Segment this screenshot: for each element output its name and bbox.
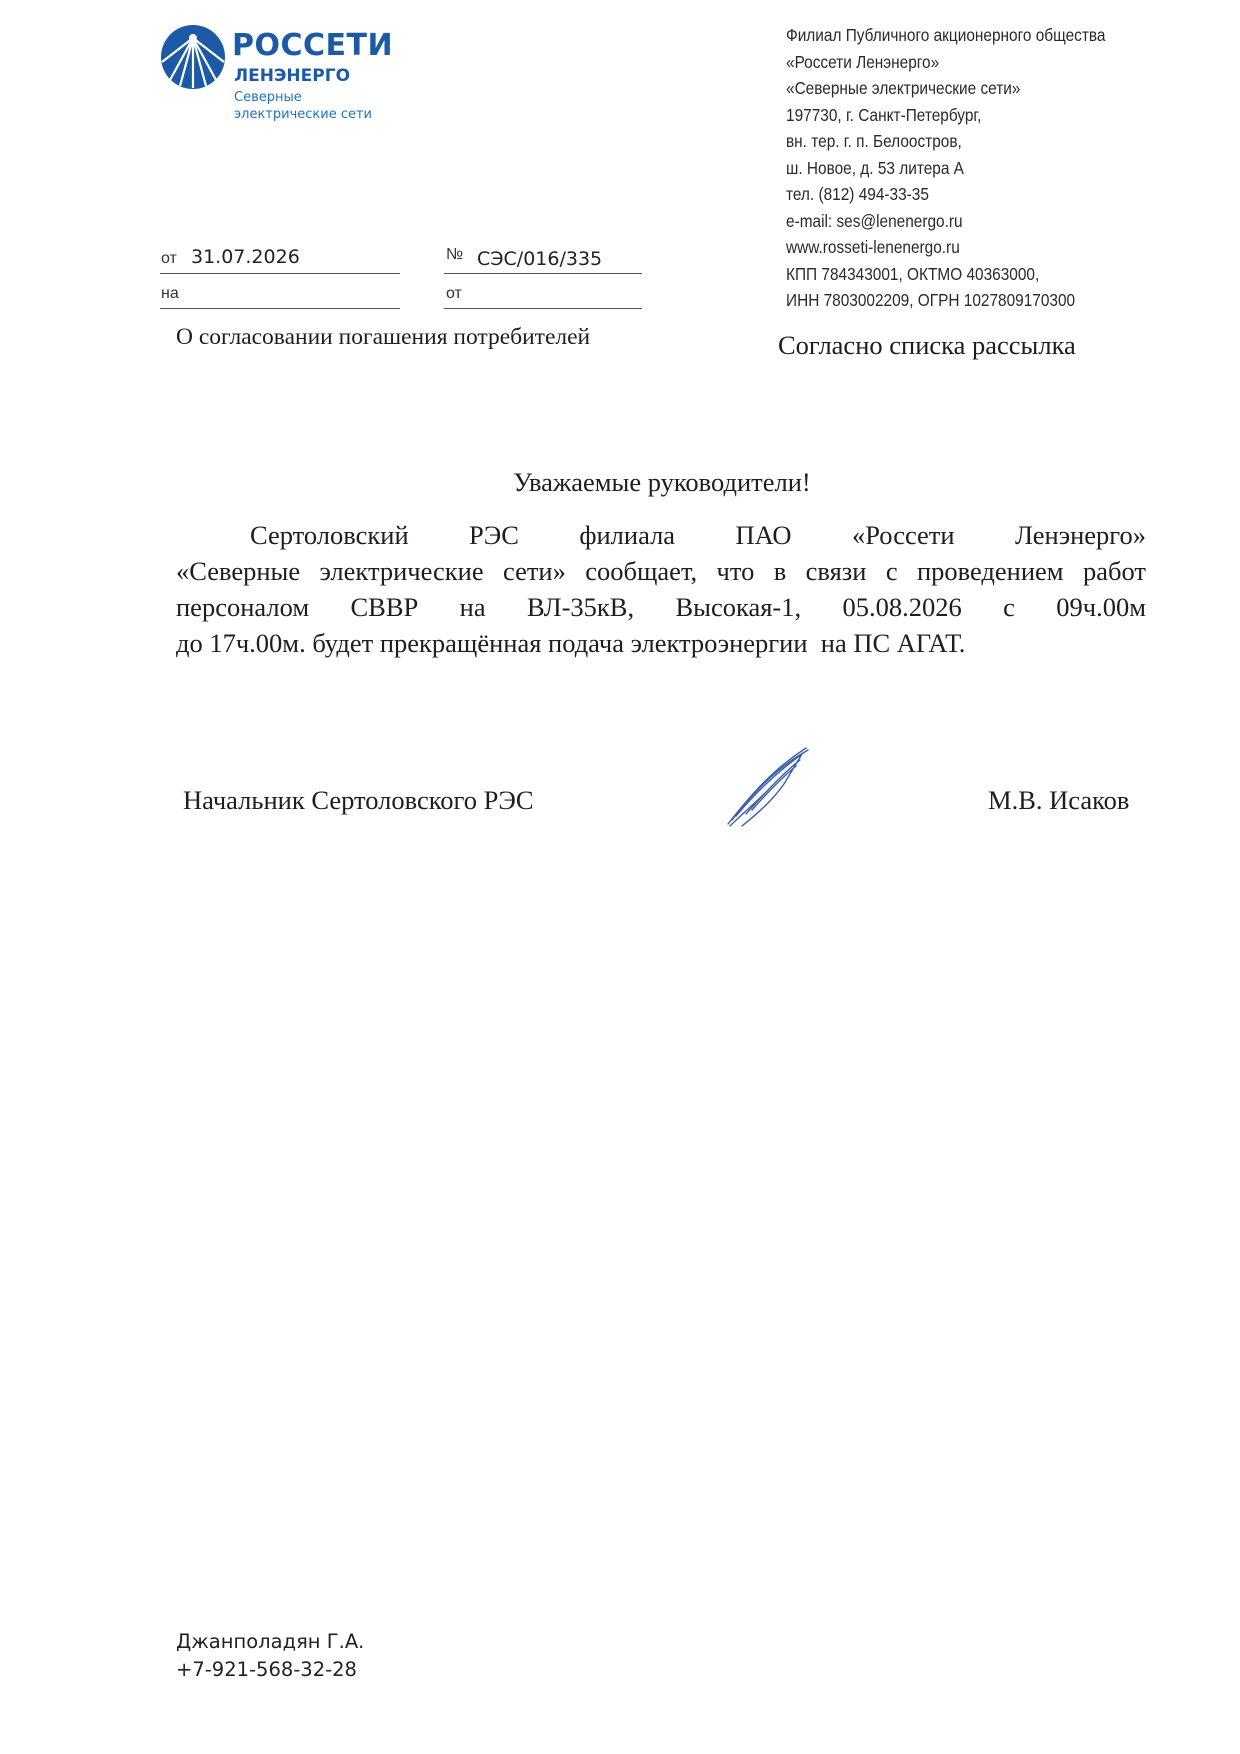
requisites-line: www.rosseti-lenenergo.ru <box>786 237 960 257</box>
body-line-4 <box>176 628 1146 659</box>
body-word: Высокая-1, <box>675 592 802 622</box>
requisites-line: Филиал Публичного акционерного общества <box>786 25 1106 45</box>
signatory-position: Начальник Сертоловского РЭС <box>183 785 534 815</box>
executor-phone: +7-921-568-32-28 <box>176 1658 357 1681</box>
logo-subtitle-line-2: электрические сети <box>234 107 372 122</box>
logo-subtitle-line-1: Северные <box>234 90 302 105</box>
requisites-line: КПП 784343001, ОКТМО 40363000, <box>786 263 1040 284</box>
body-word: на <box>459 592 486 622</box>
requisites-line: 197730, г. Санкт-Петербург, <box>786 104 982 125</box>
reference-label: на <box>161 285 179 302</box>
document-number: СЭС/016/335 <box>477 248 603 270</box>
body-word: 09ч.00м <box>1056 592 1146 622</box>
signatory-name: М.В. Исаков <box>988 785 1130 815</box>
body-word: с <box>1003 592 1015 622</box>
reference-from-label: от <box>446 285 462 302</box>
reference-from-underline <box>444 308 642 309</box>
body-word: с <box>885 556 898 586</box>
company-requisites <box>786 22 1164 314</box>
body-word: персоналом <box>176 592 310 622</box>
handwritten-signature-icon <box>722 744 812 828</box>
requisites-line: ш. Новое, д. 53 литера А <box>786 157 964 178</box>
body-line-2 <box>176 556 1146 587</box>
body-word: СВВР <box>350 592 419 622</box>
body-word: работ <box>1082 556 1146 586</box>
logo-brand-text: РОССЕТИ <box>232 28 394 63</box>
body-text: до 17ч.00м. будет прекращённая подача электроэнергии на ПС АГАТ. <box>176 628 966 658</box>
requisites-line: «Россети Ленэнерго» <box>786 51 940 72</box>
body-word: 05.08.2026 <box>842 592 962 622</box>
body-word: сообщает, <box>585 556 698 586</box>
body-line-3 <box>176 592 1146 623</box>
letter-recipient: Согласно списка рассылка <box>778 330 1076 360</box>
body-line-1 <box>250 520 1146 551</box>
body-word: в <box>773 556 787 586</box>
body-word: филиала <box>579 520 676 550</box>
letter-subject: О согласовании погашения потребителей <box>176 324 591 350</box>
body-word: «Россети <box>851 520 955 550</box>
number-label: № <box>446 246 464 263</box>
body-word: ПАО <box>735 520 792 550</box>
executor-name: Джанполадян Г.А. <box>176 1630 365 1653</box>
body-word: РЭС <box>469 520 519 550</box>
requisites-line: вн. тер. г. п. Белоостров, <box>786 131 962 151</box>
body-word: электрические <box>319 556 484 586</box>
date-underline <box>160 273 400 274</box>
requisites-line: e-mail: ses@lenenergo.ru <box>786 210 963 231</box>
body-word: Сертоловский <box>250 520 409 550</box>
rosseti-emblem-icon <box>160 24 226 90</box>
body-word: проведением <box>916 556 1064 586</box>
requisites-line: «Северные электрические сети» <box>786 78 1021 98</box>
requisites-line: ИНН 7803002209, ОГРН 1027809170300 <box>786 290 1076 310</box>
body-word: связи <box>805 556 867 586</box>
letter-greeting: Уважаемые руководители! <box>513 467 811 497</box>
body-word: сети» <box>503 556 566 586</box>
body-word: что <box>716 556 755 586</box>
body-word: Ленэнерго» <box>1014 520 1146 550</box>
body-word: ВЛ-35кВ, <box>526 592 635 622</box>
requisites-line: тел. (812) 494-33-35 <box>786 184 929 204</box>
logo-company-text: ЛЕНЭНЕРГО <box>234 66 351 86</box>
reference-underline <box>160 308 400 309</box>
number-underline <box>444 273 642 274</box>
document-date: 31.07.2026 <box>191 246 300 268</box>
company-logo <box>160 20 394 130</box>
date-label: от <box>161 250 177 267</box>
body-word: «Северные <box>176 556 301 586</box>
